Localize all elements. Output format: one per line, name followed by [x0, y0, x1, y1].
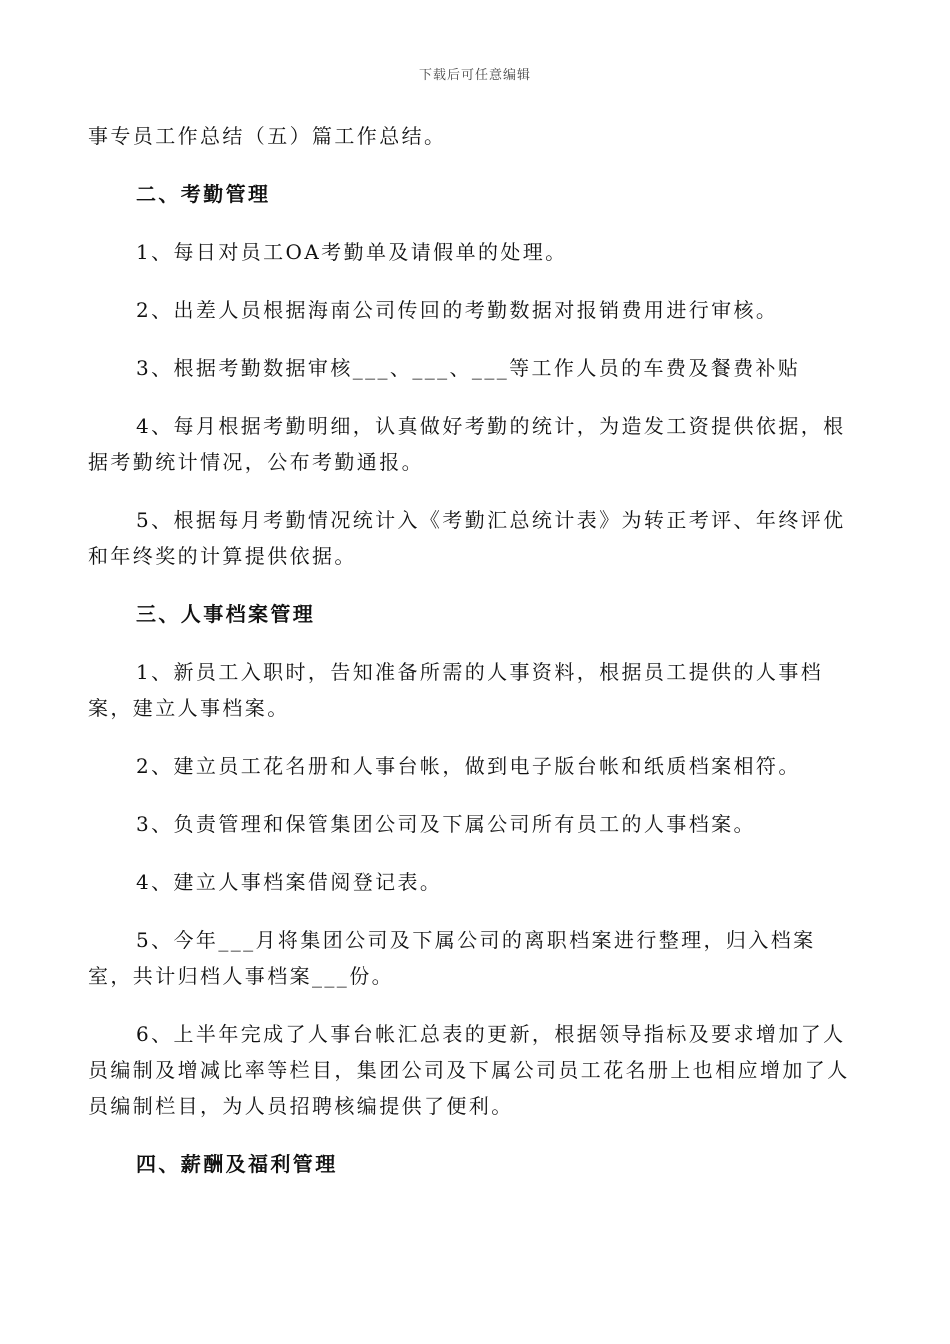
attendance-item-5: 5、根据每月考勤情况统计入《考勤汇总统计表》为转正考评、年终评优和年终奖的计算提供依据。: [88, 508, 846, 568]
attendance-item-3: 3、根据考勤数据审核___、___、___等工作人员的车费及餐费补贴: [136, 356, 801, 380]
section-heading-compensation: 四、薪酬及福利管理: [136, 1152, 338, 1176]
section-heading-attendance: 二、考勤管理: [136, 182, 271, 206]
paragraph-continuation: 事专员工作总结（五）篇工作总结。: [88, 124, 447, 148]
personnel-item-3: 3、负责管理和保管集团公司及下属公司所有员工的人事档案。: [136, 812, 756, 836]
personnel-item-4: 4、建立人事档案借阅登记表。: [136, 870, 443, 894]
attendance-item-2: 2、出差人员根据海南公司传回的考勤数据对报销费用进行审核。: [136, 298, 779, 322]
personnel-item-2: 2、建立员工花名册和人事台帐，做到电子版台帐和纸质档案相符。: [136, 754, 801, 778]
section-heading-personnel-files: 三、人事档案管理: [136, 602, 316, 626]
personnel-item-1: 1、新员工入职时，告知准备所需的人事资料，根据员工提供的人事档案，建立人事档案。: [88, 660, 824, 720]
page-header: 下载后可任意编辑: [418, 68, 531, 83]
document-body: [88, 118, 860, 1204]
attendance-item-1: 1、每日对员工OA考勤单及请假单的处理。: [136, 240, 568, 264]
personnel-item-5: 5、今年___月将集团公司及下属公司的离职档案进行整理，归入档案室，共计归档人事档案___份。: [88, 928, 816, 988]
attendance-item-4: 4、每月根据考勤明细，认真做好考勤的统计，为造发工资提供依据，根据考勤统计情况，公布考勤通报。: [88, 414, 846, 474]
personnel-item-6: 6、上半年完成了人事台帐汇总表的更新，根据领导指标及要求增加了人员编制及增减比率等栏目，集团公司及下属公司员工花名册上也相应增加了人员编制栏目，为人员招聘核编提供了便利。: [88, 1022, 850, 1118]
